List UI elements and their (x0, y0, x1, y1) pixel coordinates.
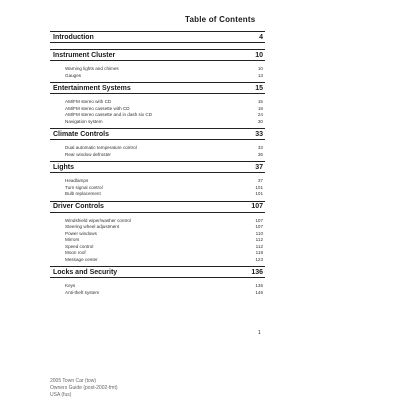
entry-label: Windshield wiper/washer control (65, 217, 131, 223)
entry-label: Message center (65, 256, 98, 262)
entry-page-number: 101 (255, 191, 263, 196)
section-page-number: 136 (251, 268, 263, 276)
entry-page-number: 24 (257, 112, 263, 117)
entry-list (50, 94, 265, 128)
toc-entry[interactable] (65, 257, 263, 264)
toc-entry[interactable] (65, 73, 263, 80)
document-footer (50, 378, 118, 399)
entry-page-number: 146 (255, 289, 263, 295)
entry-label: Mirrors (65, 237, 80, 242)
section-page-number: 15 (255, 84, 263, 92)
entry-page-number: 36 (257, 151, 263, 157)
entry-page-number: 18 (257, 105, 263, 111)
toc-section (50, 31, 265, 43)
entry-label: AM/FM stereo cassette and in dash six CD (65, 112, 153, 117)
toc-entry[interactable] (65, 152, 263, 159)
table-of-contents (50, 31, 265, 299)
entry-page-number: 30 (257, 118, 263, 124)
section-title: Climate Controls (53, 130, 110, 138)
footer-line: Owners Guide (post-2002-fmt) (50, 385, 118, 391)
entry-list (50, 173, 265, 201)
toc-section (50, 266, 265, 299)
section-title: Locks and Security (53, 268, 118, 276)
entry-page-number: 136 (255, 283, 263, 288)
section-title: Instrument Cluster (53, 51, 116, 59)
section-title: Entertainment Systems (53, 84, 131, 92)
entry-label: Rear window defroster (65, 151, 111, 157)
entry-label: Keys (65, 283, 76, 288)
entry-page-number: 101 (255, 184, 263, 190)
section-page-number: 33 (255, 130, 263, 138)
section-heading[interactable] (50, 128, 265, 140)
page-title: Table of Contents (185, 15, 256, 24)
toc-entry[interactable] (65, 119, 263, 126)
section-heading[interactable] (50, 266, 265, 278)
entry-page-number: 13 (257, 72, 263, 78)
section-title: Driver Controls (53, 203, 104, 210)
entry-page-number: 123 (255, 256, 263, 262)
entry-page-number: 112 (255, 237, 263, 242)
page-number: 1 (258, 330, 261, 336)
entry-label: Warning lights and chimes (65, 66, 119, 71)
toc-section (50, 161, 265, 201)
section-heading[interactable] (50, 82, 265, 94)
entry-label: Dual automatic temperature control (65, 145, 137, 150)
entry-page-number: 10 (257, 66, 263, 71)
entry-list (50, 140, 265, 161)
toc-section (50, 201, 265, 267)
entry-label: AM/FM stereo with CD (65, 99, 112, 104)
toc-section (50, 82, 265, 128)
section-heading[interactable] (50, 201, 265, 213)
entry-page-number: 110 (255, 230, 263, 236)
entry-label: Gauges (65, 72, 82, 78)
entry-label: Steering wheel adjustment (65, 224, 120, 229)
entry-page-number: 33 (257, 145, 263, 150)
entry-page-number: 37 (257, 178, 263, 183)
entry-label: Speed control (65, 243, 94, 249)
footer-line: 2005 Town Car (tow) (50, 378, 97, 384)
footer-line: USA (fus) (50, 392, 72, 398)
toc-section (50, 49, 265, 82)
entry-page-number: 107 (255, 224, 263, 229)
section-heading[interactable] (50, 49, 265, 61)
entry-page-number: 107 (255, 217, 263, 223)
entry-label: Anti-theft system (65, 289, 100, 295)
entry-label: Turn signal control (65, 184, 103, 190)
toc-entry[interactable] (65, 290, 263, 297)
section-title: Introduction (53, 33, 94, 41)
section-page-number: 37 (255, 163, 263, 171)
entry-list (50, 61, 265, 82)
entry-list (50, 278, 265, 299)
section-heading[interactable] (50, 161, 265, 173)
section-page-number: 10 (255, 51, 263, 59)
section-heading[interactable] (50, 31, 265, 43)
entry-label: AM/FM stereo cassette with CD (65, 105, 130, 111)
entry-label: Bulb replacement (65, 191, 101, 196)
toc-entry[interactable] (65, 191, 263, 198)
entry-label: Power windows (65, 230, 97, 236)
entry-list (50, 213, 265, 267)
entry-label: Navigation system (65, 118, 103, 124)
section-page-number: 4 (259, 33, 263, 41)
entry-label: Headlamps (65, 178, 89, 183)
entry-page-number: 15 (257, 99, 263, 104)
section-page-number: 107 (251, 203, 263, 210)
entry-label: Moon roof (65, 250, 86, 255)
entry-page-number: 118 (255, 250, 263, 255)
toc-section (50, 128, 265, 161)
section-title: Lights (53, 163, 74, 171)
entry-page-number: 112 (255, 243, 263, 249)
